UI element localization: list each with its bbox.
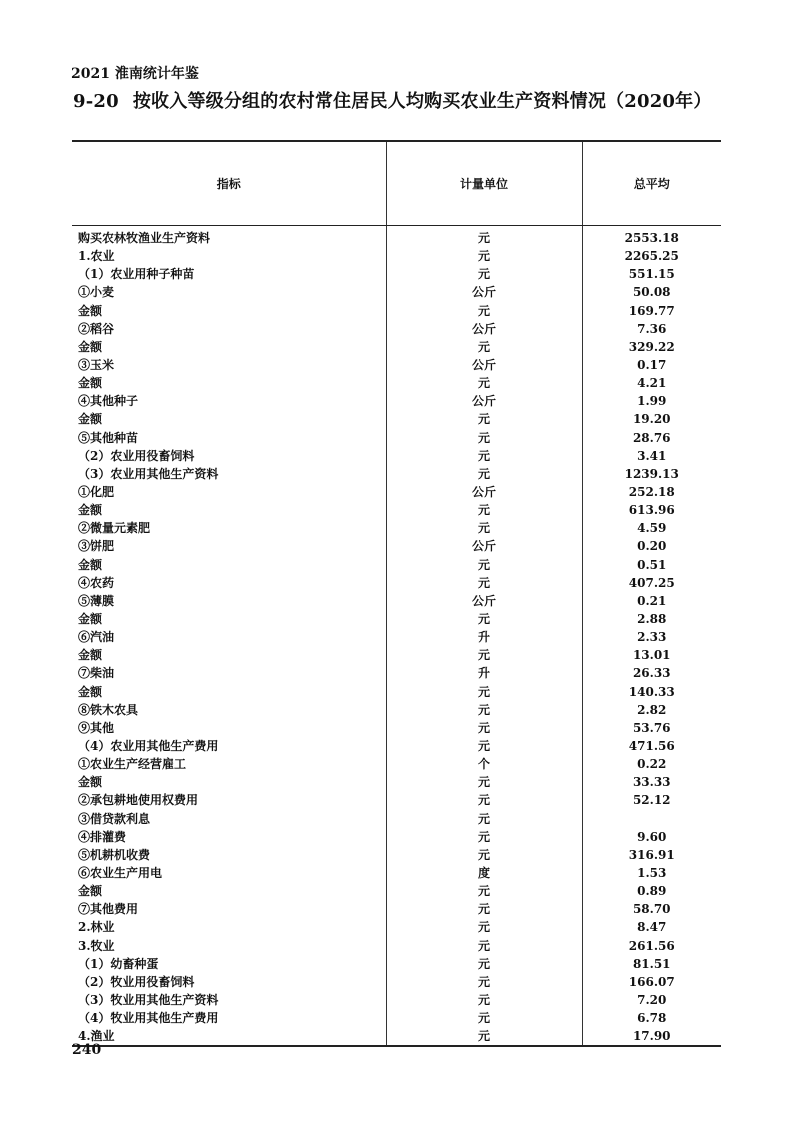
- indicator-cell: ④农药: [78, 575, 115, 590]
- table-row: [72, 374, 721, 392]
- average-value-cell: 1239.13: [582, 465, 721, 483]
- unit-cell: 元: [386, 810, 582, 828]
- table-row: [72, 646, 721, 664]
- indicator-cell: （1）幼畜种蛋: [78, 956, 159, 971]
- unit-cell: 元: [386, 737, 582, 755]
- table-row: [72, 955, 721, 973]
- unit-cell: 元: [386, 574, 582, 592]
- average-value-cell: 407.25: [582, 574, 721, 592]
- table-row: [72, 556, 721, 574]
- yearbook-name: 2021 淮南统计年鉴: [71, 66, 199, 82]
- unit-cell: 公斤: [386, 537, 582, 555]
- indicator-cell: （4）牧业用其他生产费用: [78, 1011, 219, 1026]
- table-row: [72, 610, 721, 628]
- average-value-cell: 13.01: [582, 646, 721, 664]
- average-value-cell: 8.47: [582, 918, 721, 936]
- indicator-cell: （4）农业用其他生产费用: [78, 739, 219, 753]
- table-row: [72, 791, 721, 809]
- unit-cell: 升: [386, 628, 582, 646]
- indicator-cell: 金额: [78, 648, 103, 663]
- unit-cell: 公斤: [386, 283, 582, 301]
- unit-cell: 元: [386, 846, 582, 864]
- unit-cell: 元: [386, 683, 582, 701]
- unit-cell: 元: [386, 447, 582, 465]
- table-row: [72, 846, 721, 864]
- unit-cell: 元: [386, 465, 582, 483]
- average-value-cell: 316.91: [582, 846, 721, 864]
- table-row: [72, 483, 721, 501]
- unit-cell: 元: [386, 828, 582, 846]
- average-value-cell: 471.56: [582, 737, 721, 755]
- average-value-cell: 7.36: [582, 320, 721, 338]
- table-row: [72, 1009, 721, 1027]
- indicator-cell: ⑦其他费用: [78, 902, 139, 917]
- table-row: [72, 810, 721, 828]
- table-row: [72, 918, 721, 936]
- average-value-cell: 0.22: [582, 755, 721, 773]
- table-row: [72, 1027, 721, 1046]
- indicator-cell: 金额: [78, 376, 103, 391]
- average-value-cell: 261.56: [582, 936, 721, 954]
- table-row: [72, 773, 721, 791]
- average-value-cell: 33.33: [582, 773, 721, 791]
- table-row: [72, 628, 721, 646]
- indicator-cell: ①小麦: [78, 285, 115, 300]
- unit-cell: 元: [386, 519, 582, 537]
- average-value-cell: 9.60: [582, 828, 721, 846]
- average-value-cell: 19.20: [582, 410, 721, 428]
- indicator-cell: ⑥农业生产用电: [78, 865, 163, 880]
- unit-cell: 元: [386, 410, 582, 428]
- indicator-cell: ④排灌费: [78, 829, 127, 844]
- average-value-cell: 50.08: [582, 283, 721, 301]
- indicator-cell: 金额: [78, 557, 103, 572]
- unit-cell: 公斤: [386, 320, 582, 338]
- table-row: [72, 828, 721, 846]
- unit-cell: 元: [386, 610, 582, 628]
- indicator-cell: 2.林业: [78, 920, 115, 935]
- table-row: [72, 864, 721, 882]
- unit-cell: 元: [386, 900, 582, 918]
- indicator-cell: 购买农林牧渔业生产资料: [78, 231, 211, 246]
- indicator-cell: 金额: [78, 503, 103, 518]
- indicator-cell: 金额: [78, 412, 103, 427]
- indicator-cell: ②承包耕地使用权费用: [78, 793, 199, 808]
- unit-cell: 元: [386, 646, 582, 664]
- table-row: [72, 247, 721, 265]
- average-value-cell: 0.21: [582, 592, 721, 610]
- average-value-cell: 58.70: [582, 900, 721, 918]
- table-row: [72, 737, 721, 755]
- unit-cell: 度: [386, 864, 582, 882]
- indicator-cell: 金额: [78, 612, 103, 627]
- table-row: [72, 664, 721, 682]
- unit-cell: 元: [386, 247, 582, 265]
- average-value-cell: 329.22: [582, 338, 721, 356]
- average-value-cell: 0.51: [582, 556, 721, 574]
- unit-cell: 元: [386, 1027, 582, 1046]
- average-value-cell: 551.15: [582, 265, 721, 283]
- unit-cell: 元: [386, 991, 582, 1009]
- table-row: [72, 283, 721, 301]
- unit-cell: 元: [386, 501, 582, 519]
- indicator-cell: 金额: [78, 303, 103, 318]
- average-value-cell: 4.21: [582, 374, 721, 392]
- table-row: [72, 410, 721, 428]
- unit-cell: 元: [386, 556, 582, 574]
- indicator-cell: （1）农业用种子种苗: [78, 267, 195, 282]
- indicator-cell: ④其他种子: [78, 394, 139, 409]
- table-row: [72, 701, 721, 719]
- unit-cell: 个: [386, 755, 582, 773]
- unit-cell: 元: [386, 973, 582, 991]
- column-header-unit: 计量单位: [386, 141, 582, 226]
- indicator-cell: ③借贷款利息: [78, 811, 151, 826]
- average-value-cell: 28.76: [582, 429, 721, 447]
- indicator-cell: （3）农业用其他生产资料: [78, 466, 219, 481]
- average-value-cell: 613.96: [582, 501, 721, 519]
- indicator-cell: ②稻谷: [78, 321, 115, 336]
- average-value-cell: 81.51: [582, 955, 721, 973]
- indicator-cell: 金额: [78, 339, 103, 354]
- average-value-cell: 252.18: [582, 483, 721, 501]
- table-row: [72, 519, 721, 537]
- data-table: [72, 140, 721, 1047]
- indicator-cell: 金额: [78, 775, 103, 790]
- indicator-cell: ⑥汽油: [78, 630, 115, 645]
- unit-cell: 升: [386, 664, 582, 682]
- unit-cell: 元: [386, 701, 582, 719]
- unit-cell: 元: [386, 936, 582, 954]
- unit-cell: 公斤: [386, 483, 582, 501]
- indicator-cell: ②微量元素肥: [78, 521, 151, 536]
- indicator-cell: ③饼肥: [78, 539, 115, 554]
- average-value-cell: 6.78: [582, 1009, 721, 1027]
- indicator-cell: ⑦柴油: [78, 666, 115, 681]
- unit-cell: 元: [386, 719, 582, 737]
- table-number: 9-20: [73, 91, 119, 112]
- table-row: [72, 465, 721, 483]
- table-row: [72, 447, 721, 465]
- table-row: [72, 501, 721, 519]
- average-value-cell: [582, 810, 721, 828]
- average-value-cell: 0.17: [582, 356, 721, 374]
- average-value-cell: 26.33: [582, 664, 721, 682]
- indicator-cell: 4.渔业: [72, 1027, 386, 1046]
- table-row: [72, 755, 721, 773]
- table-row: [72, 429, 721, 447]
- page-title: [73, 87, 712, 113]
- indicator-cell: ①农业生产经营雇工: [78, 757, 187, 772]
- average-value-cell: 0.89: [582, 882, 721, 900]
- indicator-cell: （2）牧业用役畜饲料: [78, 974, 195, 989]
- average-value-cell: 53.76: [582, 719, 721, 737]
- average-value-cell: 0.20: [582, 537, 721, 555]
- unit-cell: 元: [386, 918, 582, 936]
- indicator-cell: （3）牧业用其他生产资料: [78, 992, 219, 1007]
- average-value-cell: 166.07: [582, 973, 721, 991]
- average-value-cell: 1.53: [582, 864, 721, 882]
- unit-cell: 元: [386, 955, 582, 973]
- table-row: [72, 991, 721, 1009]
- average-value-cell: 17.90: [582, 1027, 721, 1046]
- table-row: [72, 936, 721, 954]
- average-value-cell: 2265.25: [582, 247, 721, 265]
- average-value-cell: 3.41: [582, 447, 721, 465]
- table-row: [72, 683, 721, 701]
- average-value-cell: 4.59: [582, 519, 721, 537]
- unit-cell: 元: [386, 302, 582, 320]
- table-row: [72, 719, 721, 737]
- table-row: [72, 320, 721, 338]
- unit-cell: 元: [386, 429, 582, 447]
- indicator-cell: ⑨其他: [78, 720, 115, 735]
- table-row: [72, 537, 721, 555]
- table-row: [72, 356, 721, 374]
- unit-cell: 元: [386, 226, 582, 248]
- average-value-cell: 2.82: [582, 701, 721, 719]
- table-row: [72, 302, 721, 320]
- average-value-cell: 7.20: [582, 991, 721, 1009]
- indicator-cell: 1.农业: [78, 249, 115, 264]
- column-header-average: 总平均: [582, 141, 721, 226]
- table-row: [72, 226, 721, 248]
- indicator-cell: ⑤薄膜: [78, 593, 115, 608]
- unit-cell: 元: [386, 882, 582, 900]
- indicator-cell: 金额: [78, 884, 103, 899]
- unit-cell: 元: [386, 374, 582, 392]
- table-body: [72, 226, 721, 1047]
- average-value-cell: 2.88: [582, 610, 721, 628]
- unit-cell: 元: [386, 1009, 582, 1027]
- unit-cell: 公斤: [386, 392, 582, 410]
- table-row: [72, 973, 721, 991]
- table-header: [72, 141, 721, 226]
- indicator-cell: ⑧铁木农具: [78, 702, 139, 717]
- unit-cell: 公斤: [386, 356, 582, 374]
- page-number: 240: [72, 1042, 102, 1058]
- indicator-cell: ③玉米: [78, 358, 115, 373]
- unit-cell: 元: [386, 338, 582, 356]
- table-row: [72, 900, 721, 918]
- unit-cell: 元: [386, 791, 582, 809]
- table-row: [72, 592, 721, 610]
- indicator-cell: （2）农业用役畜饲料: [78, 448, 195, 463]
- average-value-cell: 52.12: [582, 791, 721, 809]
- indicator-cell: ⑤机耕机收费: [78, 847, 151, 862]
- average-value-cell: 2553.18: [582, 226, 721, 248]
- average-value-cell: 2.33: [582, 628, 721, 646]
- average-value-cell: 140.33: [582, 683, 721, 701]
- unit-cell: 公斤: [386, 592, 582, 610]
- table-title: 按收入等级分组的农村常住居民人均购买农业生产资料情况（2020年）: [132, 91, 712, 112]
- indicator-cell: ①化肥: [78, 485, 115, 500]
- table-row: [72, 265, 721, 283]
- unit-cell: 元: [386, 265, 582, 283]
- indicator-cell: ⑤其他种苗: [78, 430, 139, 445]
- unit-cell: 元: [386, 773, 582, 791]
- average-value-cell: 169.77: [582, 302, 721, 320]
- table-row: [72, 392, 721, 410]
- column-header-indicator: 指标: [72, 141, 386, 226]
- table-row: [72, 574, 721, 592]
- table-row: [72, 882, 721, 900]
- average-value-cell: 1.99: [582, 392, 721, 410]
- indicator-cell: 3.牧业: [78, 938, 115, 953]
- indicator-cell: 金额: [78, 684, 103, 699]
- table-row: [72, 338, 721, 356]
